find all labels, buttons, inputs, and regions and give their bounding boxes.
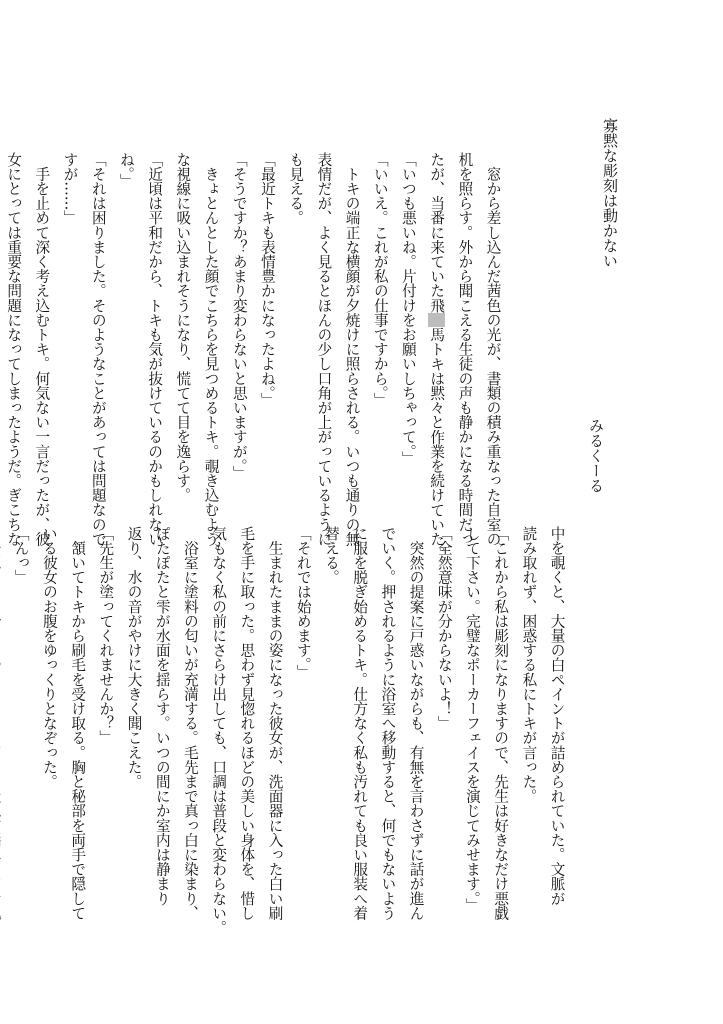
text-line: 「これから私は彫刻になりますので、先生は好きなだけ悪戯 — [492, 526, 510, 921]
text-line: して下さい。完璧なポーカーフェイスを演じてみせます。」 — [463, 526, 481, 913]
text-line: 「いいえ。これが私の仕事ですから。」 — [371, 152, 389, 408]
text-line: 頷いてトキから刷毛を受け取る。胸と秘部を両手で隠して — [69, 526, 87, 921]
text-line: 中を覗くと、大量の白ペイントが詰められていた。文脈が — [548, 526, 566, 906]
text-line: 机を照らす。外から聞こえる生徒の声も静かになる時間だっ — [456, 152, 474, 547]
lower-text-block — [12, 526, 627, 935]
text-line: 毛を手に取った。思わず見惚れるほどの美しい身体を、惜し — [238, 526, 256, 921]
text-line: ね。」 — [117, 152, 135, 189]
text-line: 女にとっては重要な問題になってしまったようだ。ぎこちな — [5, 152, 23, 547]
text-line: も見える。 — [287, 152, 305, 225]
text-line: いる彼女のお腹をゆっくりとなぞった。 — [40, 526, 58, 789]
text-line: 読み取れず、困惑する私にトキが言った。 — [520, 526, 538, 804]
text-line: 「いつも悪いね。片付けをお願いしちゃって。」 — [399, 152, 417, 466]
text-line: 「そうですか？あまり変わらないと思いますが。」 — [230, 152, 248, 481]
text-line — [0, 526, 7, 902]
text-line: 「近頃は平和だから、トキも気が抜けているのかもしれない — [146, 152, 164, 547]
lower-text-lines — [0, 526, 571, 935]
text-line: 浴室に塗料の匂いが充満する。毛先まで真っ白に染まり、 — [181, 526, 199, 921]
text-line: 表情だが、よく見るとほんの少し口角が上がっているように — [315, 152, 333, 547]
text-line: 気もなく私の前にさらけ出しても、口調は普段と変わらない。 — [210, 526, 228, 935]
text-line: 「最近トキも表情豊かになったよね。」 — [258, 152, 276, 408]
text-line: 手を止めて深く考え込むトキ。何気ない一言だったが、彼 — [33, 152, 51, 547]
author-name: みるくーる — [587, 418, 605, 493]
text-line: 替える。 — [322, 526, 340, 585]
text-line: 「んっ」 — [12, 526, 30, 585]
text-line: トキの端正な横顔が夕焼けに照らされる。いつも通りの無 — [343, 152, 361, 547]
text-line: 「全然意味が分からないよ！」 — [435, 526, 453, 731]
text-line: ぽたぽたと雫が水面を揺らす。いつの間にか室内は静まり — [153, 526, 171, 906]
text-line: に服を脱ぎ始めるトキ。仕方なく私も汚れても良い服装へ着 — [351, 526, 369, 921]
text-line: でいく。押されるように浴室へ移動すると、何でもないよう — [379, 526, 397, 921]
text-line: な視線に吸い込まれそうになり、慌てて目を逸らす。 — [174, 152, 192, 503]
text-line: 「先生が塗ってくれませんか？」 — [97, 526, 115, 745]
text-line: 返り、水の音がやけに大きく聞こえた。 — [125, 526, 143, 789]
redaction-block — [428, 313, 445, 328]
text-line: 「それは困りました。そのようなことがあっては問題なので — [89, 152, 107, 547]
text-line: 生まれたままの姿になった彼女が、洗面器に入った白い刷 — [266, 526, 284, 921]
text-line: きょとんとした顔でこちらを見つめるトキ。覗き込むよう — [202, 152, 220, 547]
story-title: 寡黙な彫刻は動かない — [601, 118, 619, 268]
text-line: たが、当番に来ていた飛 馬トキは黙々と作業を続けていた。 — [428, 152, 446, 561]
text-line: すが……」 — [61, 152, 79, 225]
text-line: 窓から差し込んだ茜色の光が、書類の積み重なった自室の — [484, 152, 502, 547]
text-line: 突然の提案に戸惑いながらも、有無を言わさずに話が進ん — [407, 526, 425, 921]
text-line: 「それでは始めます。」 — [294, 526, 312, 680]
